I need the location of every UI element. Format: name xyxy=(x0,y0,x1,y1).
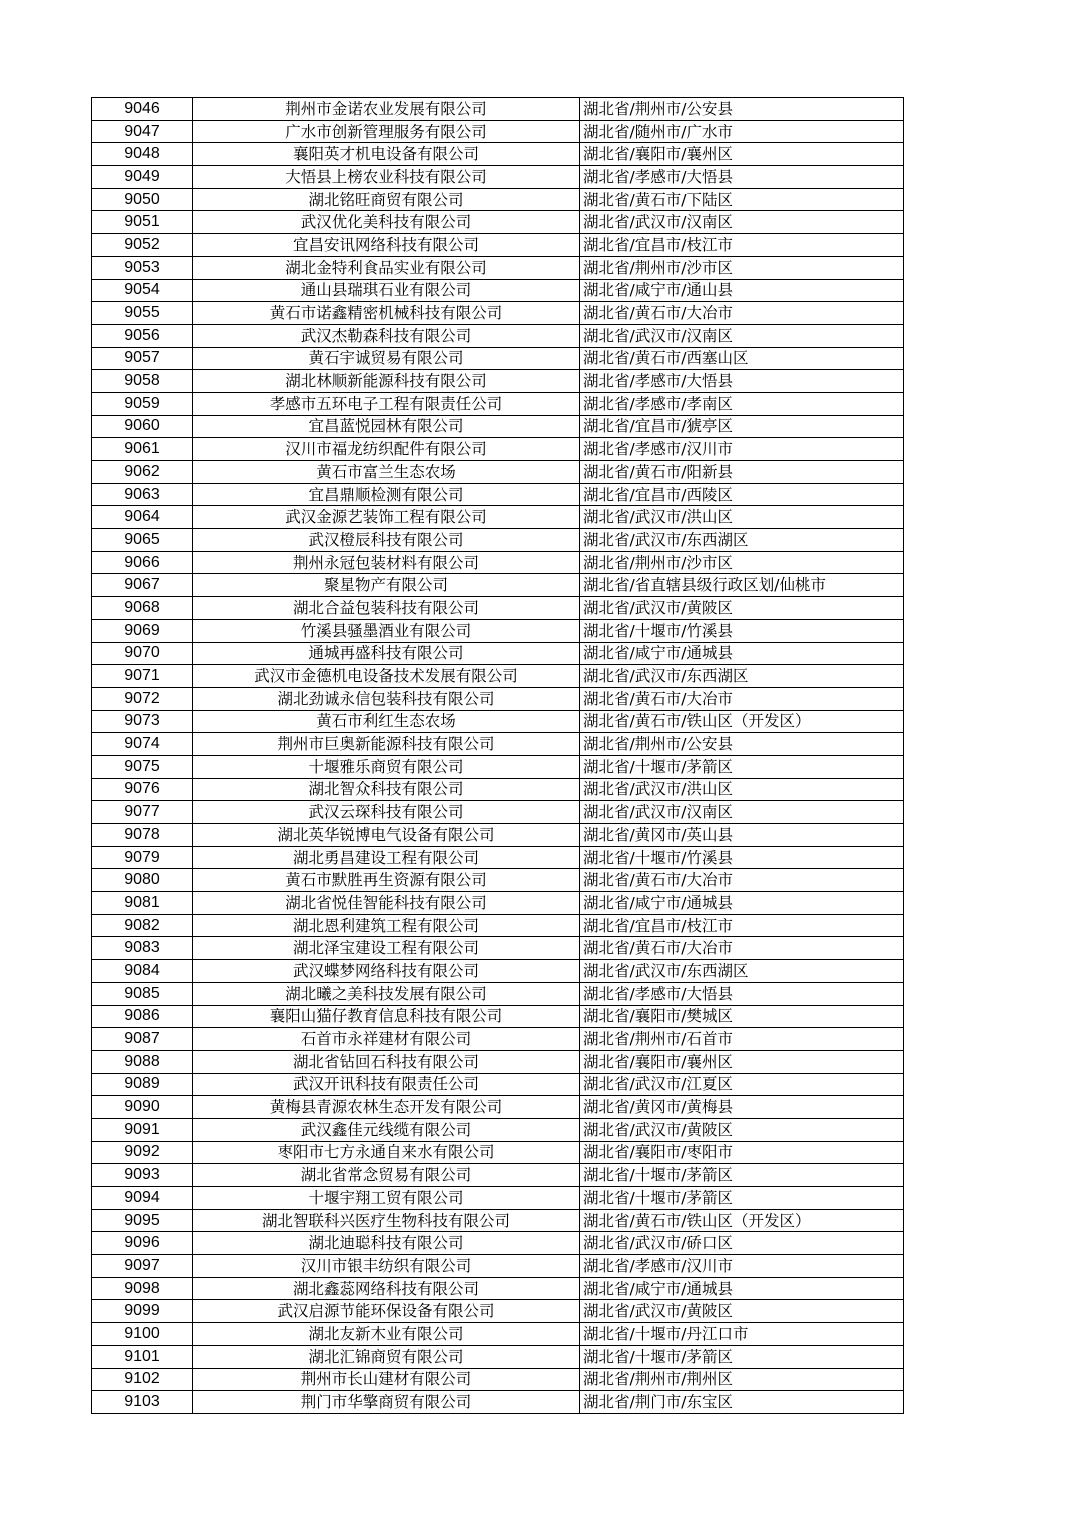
row-number: 9061 xyxy=(92,438,193,461)
region-path: 湖北省/宜昌市/西陵区 xyxy=(580,483,904,506)
table-row xyxy=(92,892,904,915)
company-name: 湖北智众科技有限公司 xyxy=(193,778,580,801)
region-path: 湖北省/荆州市/公安县 xyxy=(580,733,904,756)
company-table-body xyxy=(92,98,904,1414)
row-number: 9075 xyxy=(92,755,193,778)
row-number: 9049 xyxy=(92,166,193,189)
region-path: 湖北省/十堰市/竹溪县 xyxy=(580,619,904,642)
region-path: 湖北省/咸宁市/通城县 xyxy=(580,642,904,665)
company-name: 湖北恩利建筑工程有限公司 xyxy=(193,914,580,937)
company-name: 武汉杰勒森科技有限公司 xyxy=(193,324,580,347)
row-number: 9090 xyxy=(92,1096,193,1119)
table-row xyxy=(92,483,904,506)
row-number: 9063 xyxy=(92,483,193,506)
table-row xyxy=(92,1300,904,1323)
region-path: 湖北省/黄石市/大冶市 xyxy=(580,302,904,325)
table-row xyxy=(92,597,904,620)
row-number: 9066 xyxy=(92,551,193,574)
table-row xyxy=(92,529,904,552)
region-path: 湖北省/武汉市/黄陂区 xyxy=(580,1300,904,1323)
row-number: 9068 xyxy=(92,597,193,620)
table-row xyxy=(92,1096,904,1119)
row-number: 9052 xyxy=(92,234,193,257)
region-path: 湖北省/荆州市/沙市区 xyxy=(580,551,904,574)
region-path: 湖北省/武汉市/汉南区 xyxy=(580,324,904,347)
table-row xyxy=(92,914,904,937)
region-path: 湖北省/宜昌市/猇亭区 xyxy=(580,415,904,438)
region-path: 湖北省/十堰市/茅箭区 xyxy=(580,755,904,778)
row-number: 9085 xyxy=(92,982,193,1005)
row-number: 9100 xyxy=(92,1323,193,1346)
region-path: 湖北省/十堰市/茅箭区 xyxy=(580,1345,904,1368)
region-path: 湖北省/黄石市/大冶市 xyxy=(580,869,904,892)
row-number: 9047 xyxy=(92,120,193,143)
region-path: 湖北省/武汉市/东西湖区 xyxy=(580,665,904,688)
row-number: 9103 xyxy=(92,1391,193,1414)
table-row xyxy=(92,461,904,484)
row-number: 9094 xyxy=(92,1187,193,1210)
region-path: 湖北省/咸宁市/通城县 xyxy=(580,1277,904,1300)
table-row xyxy=(92,1277,904,1300)
row-number: 9079 xyxy=(92,846,193,869)
table-row xyxy=(92,1050,904,1073)
company-name: 十堰雅乐商贸有限公司 xyxy=(193,755,580,778)
company-name: 湖北迪聪科技有限公司 xyxy=(193,1232,580,1255)
table-row xyxy=(92,438,904,461)
region-path: 湖北省/黄石市/下陆区 xyxy=(580,188,904,211)
company-name: 武汉橙辰科技有限公司 xyxy=(193,529,580,552)
region-path: 湖北省/省直辖县级行政区划/仙桃市 xyxy=(580,574,904,597)
table-row xyxy=(92,415,904,438)
company-name: 武汉启源节能环保设备有限公司 xyxy=(193,1300,580,1323)
region-path: 湖北省/黄石市/大冶市 xyxy=(580,937,904,960)
row-number: 9054 xyxy=(92,279,193,302)
table-row xyxy=(92,801,904,824)
row-number: 9102 xyxy=(92,1368,193,1391)
company-name: 武汉优化美科技有限公司 xyxy=(193,211,580,234)
company-name: 荆州市巨奥新能源科技有限公司 xyxy=(193,733,580,756)
row-number: 9067 xyxy=(92,574,193,597)
table-row xyxy=(92,120,904,143)
company-name: 湖北泽宝建设工程有限公司 xyxy=(193,937,580,960)
company-name: 通山县瑞琪石业有限公司 xyxy=(193,279,580,302)
table-row xyxy=(92,1187,904,1210)
row-number: 9097 xyxy=(92,1255,193,1278)
region-path: 湖北省/宜昌市/枝江市 xyxy=(580,234,904,257)
table-row xyxy=(92,1368,904,1391)
company-name: 荆州市长山建材有限公司 xyxy=(193,1368,580,1391)
table-row xyxy=(92,506,904,529)
company-name: 广水市创新管理服务有限公司 xyxy=(193,120,580,143)
region-path: 湖北省/武汉市/黄陂区 xyxy=(580,597,904,620)
table-row xyxy=(92,1209,904,1232)
company-name: 黄石市利红生态农场 xyxy=(193,710,580,733)
company-name: 湖北省常念贸易有限公司 xyxy=(193,1164,580,1187)
company-name: 湖北铭旺商贸有限公司 xyxy=(193,188,580,211)
row-number: 9083 xyxy=(92,937,193,960)
company-name: 湖北智联科兴医疗生物科技有限公司 xyxy=(193,1209,580,1232)
row-number: 9064 xyxy=(92,506,193,529)
region-path: 湖北省/武汉市/洪山区 xyxy=(580,778,904,801)
company-name: 武汉市金德机电设备技术发展有限公司 xyxy=(193,665,580,688)
row-number: 9082 xyxy=(92,914,193,937)
region-path: 湖北省/随州市/广水市 xyxy=(580,120,904,143)
company-name: 十堰宇翔工贸有限公司 xyxy=(193,1187,580,1210)
company-name: 武汉云琛科技有限公司 xyxy=(193,801,580,824)
table-row xyxy=(92,370,904,393)
row-number: 9086 xyxy=(92,1005,193,1028)
company-name: 湖北省钻回石科技有限公司 xyxy=(193,1050,580,1073)
company-name: 武汉蝶梦网络科技有限公司 xyxy=(193,960,580,983)
company-name: 荆州市金诺农业发展有限公司 xyxy=(193,98,580,121)
table-row xyxy=(92,1005,904,1028)
region-path: 湖北省/十堰市/茅箭区 xyxy=(580,1164,904,1187)
table-row xyxy=(92,574,904,597)
row-number: 9078 xyxy=(92,824,193,847)
region-path: 湖北省/孝感市/汉川市 xyxy=(580,1255,904,1278)
company-name: 竹溪县骚墨酒业有限公司 xyxy=(193,619,580,642)
row-number: 9093 xyxy=(92,1164,193,1187)
table-row xyxy=(92,256,904,279)
region-path: 湖北省/荆州市/荆州区 xyxy=(580,1368,904,1391)
row-number: 9099 xyxy=(92,1300,193,1323)
row-number: 9084 xyxy=(92,960,193,983)
row-number: 9070 xyxy=(92,642,193,665)
row-number: 9050 xyxy=(92,188,193,211)
row-number: 9081 xyxy=(92,892,193,915)
region-path: 湖北省/黄冈市/英山县 xyxy=(580,824,904,847)
region-path: 湖北省/武汉市/洪山区 xyxy=(580,506,904,529)
company-name: 聚星物产有限公司 xyxy=(193,574,580,597)
company-name: 大悟县上榜农业科技有限公司 xyxy=(193,166,580,189)
table-row xyxy=(92,960,904,983)
table-row xyxy=(92,1164,904,1187)
region-path: 湖北省/咸宁市/通城县 xyxy=(580,892,904,915)
table-row xyxy=(92,824,904,847)
row-number: 9048 xyxy=(92,143,193,166)
table-row xyxy=(92,1118,904,1141)
company-name: 黄梅县青源农林生态开发有限公司 xyxy=(193,1096,580,1119)
region-path: 湖北省/荆州市/沙市区 xyxy=(580,256,904,279)
row-number: 9101 xyxy=(92,1345,193,1368)
company-name: 宜昌鼎顺检测有限公司 xyxy=(193,483,580,506)
company-name: 汉川市银丰纺织有限公司 xyxy=(193,1255,580,1278)
table-row xyxy=(92,710,904,733)
row-number: 9095 xyxy=(92,1209,193,1232)
company-name: 湖北省悦佳智能科技有限公司 xyxy=(193,892,580,915)
company-name: 武汉金源艺装饰工程有限公司 xyxy=(193,506,580,529)
region-path: 湖北省/孝感市/汉川市 xyxy=(580,438,904,461)
row-number: 9071 xyxy=(92,665,193,688)
row-number: 9065 xyxy=(92,529,193,552)
row-number: 9096 xyxy=(92,1232,193,1255)
company-name: 武汉开讯科技有限责任公司 xyxy=(193,1073,580,1096)
company-name: 黄石市富兰生态农场 xyxy=(193,461,580,484)
row-number: 9058 xyxy=(92,370,193,393)
row-number: 9087 xyxy=(92,1028,193,1051)
row-number: 9088 xyxy=(92,1050,193,1073)
table-row xyxy=(92,1232,904,1255)
table-row xyxy=(92,778,904,801)
region-path: 湖北省/十堰市/竹溪县 xyxy=(580,846,904,869)
row-number: 9080 xyxy=(92,869,193,892)
company-name: 荆州永冠包装材料有限公司 xyxy=(193,551,580,574)
table-row xyxy=(92,98,904,121)
company-name: 石首市永祥建材有限公司 xyxy=(193,1028,580,1051)
region-path: 湖北省/黄石市/阳新县 xyxy=(580,461,904,484)
region-path: 湖北省/孝感市/大悟县 xyxy=(580,370,904,393)
table-row xyxy=(92,324,904,347)
region-path: 湖北省/武汉市/东西湖区 xyxy=(580,529,904,552)
region-path: 湖北省/黄石市/西塞山区 xyxy=(580,347,904,370)
company-name: 湖北林顺新能源科技有限公司 xyxy=(193,370,580,393)
company-name: 湖北友新木业有限公司 xyxy=(193,1323,580,1346)
table-row xyxy=(92,302,904,325)
company-name: 湖北英华锐博电气设备有限公司 xyxy=(193,824,580,847)
region-path: 湖北省/黄石市/铁山区（开发区） xyxy=(580,1209,904,1232)
row-number: 9077 xyxy=(92,801,193,824)
table-row xyxy=(92,347,904,370)
table-row xyxy=(92,551,904,574)
row-number: 9072 xyxy=(92,687,193,710)
region-path: 湖北省/宜昌市/枝江市 xyxy=(580,914,904,937)
table-row xyxy=(92,755,904,778)
region-path: 湖北省/武汉市/东西湖区 xyxy=(580,960,904,983)
table-row xyxy=(92,234,904,257)
company-name: 黄石宇诚贸易有限公司 xyxy=(193,347,580,370)
table-row xyxy=(92,1073,904,1096)
region-path: 湖北省/襄阳市/襄州区 xyxy=(580,143,904,166)
region-path: 湖北省/襄阳市/襄州区 xyxy=(580,1050,904,1073)
company-name: 宜昌蓝悦园林有限公司 xyxy=(193,415,580,438)
company-name: 黄石市诺鑫精密机械科技有限公司 xyxy=(193,302,580,325)
company-name: 黄石市默胜再生资源有限公司 xyxy=(193,869,580,892)
table-row xyxy=(92,143,904,166)
region-path: 湖北省/孝感市/大悟县 xyxy=(580,982,904,1005)
region-path: 湖北省/武汉市/硚口区 xyxy=(580,1232,904,1255)
company-name: 孝感市五环电子工程有限责任公司 xyxy=(193,392,580,415)
row-number: 9091 xyxy=(92,1118,193,1141)
region-path: 湖北省/武汉市/黄陂区 xyxy=(580,1118,904,1141)
region-path: 湖北省/咸宁市/通山县 xyxy=(580,279,904,302)
region-path: 湖北省/黄冈市/黄梅县 xyxy=(580,1096,904,1119)
region-path: 湖北省/黄石市/铁山区（开发区） xyxy=(580,710,904,733)
region-path: 湖北省/荆州市/石首市 xyxy=(580,1028,904,1051)
table-row xyxy=(92,211,904,234)
company-name: 湖北鑫蕊网络科技有限公司 xyxy=(193,1277,580,1300)
region-path: 湖北省/荆门市/东宝区 xyxy=(580,1391,904,1414)
table-row xyxy=(92,937,904,960)
company-name: 武汉鑫佳元线缆有限公司 xyxy=(193,1118,580,1141)
table-row xyxy=(92,188,904,211)
row-number: 9057 xyxy=(92,347,193,370)
region-path: 湖北省/十堰市/丹江口市 xyxy=(580,1323,904,1346)
table-row xyxy=(92,619,904,642)
row-number: 9053 xyxy=(92,256,193,279)
row-number: 9074 xyxy=(92,733,193,756)
company-name: 湖北金特利食品实业有限公司 xyxy=(193,256,580,279)
region-path: 湖北省/武汉市/汉南区 xyxy=(580,211,904,234)
region-path: 湖北省/孝感市/大悟县 xyxy=(580,166,904,189)
row-number: 9069 xyxy=(92,619,193,642)
company-name: 宜昌安讯网络科技有限公司 xyxy=(193,234,580,257)
table-row xyxy=(92,687,904,710)
company-name: 汉川市福龙纺织配件有限公司 xyxy=(193,438,580,461)
region-path: 湖北省/襄阳市/樊城区 xyxy=(580,1005,904,1028)
row-number: 9076 xyxy=(92,778,193,801)
table-row xyxy=(92,1323,904,1346)
region-path: 湖北省/武汉市/江夏区 xyxy=(580,1073,904,1096)
company-name: 荆门市华擎商贸有限公司 xyxy=(193,1391,580,1414)
row-number: 9051 xyxy=(92,211,193,234)
company-name: 湖北合益包装科技有限公司 xyxy=(193,597,580,620)
company-name: 湖北汇锦商贸有限公司 xyxy=(193,1345,580,1368)
row-number: 9056 xyxy=(92,324,193,347)
row-number: 9062 xyxy=(92,461,193,484)
table-row xyxy=(92,1028,904,1051)
region-path: 湖北省/襄阳市/枣阳市 xyxy=(580,1141,904,1164)
company-table xyxy=(91,97,904,1414)
row-number: 9098 xyxy=(92,1277,193,1300)
region-path: 湖北省/孝感市/孝南区 xyxy=(580,392,904,415)
row-number: 9092 xyxy=(92,1141,193,1164)
row-number: 9046 xyxy=(92,98,193,121)
table-row xyxy=(92,665,904,688)
row-number: 9089 xyxy=(92,1073,193,1096)
company-name: 湖北劲诚永信包装科技有限公司 xyxy=(193,687,580,710)
company-name: 枣阳市七方永通自来水有限公司 xyxy=(193,1141,580,1164)
table-row xyxy=(92,733,904,756)
table-row xyxy=(92,869,904,892)
table-row xyxy=(92,1255,904,1278)
company-name: 湖北勇昌建设工程有限公司 xyxy=(193,846,580,869)
table-row xyxy=(92,1391,904,1414)
company-name: 湖北曦之美科技发展有限公司 xyxy=(193,982,580,1005)
table-row xyxy=(92,1141,904,1164)
region-path: 湖北省/武汉市/汉南区 xyxy=(580,801,904,824)
table-row xyxy=(92,846,904,869)
region-path: 湖北省/十堰市/茅箭区 xyxy=(580,1187,904,1210)
table-row xyxy=(92,166,904,189)
row-number: 9073 xyxy=(92,710,193,733)
region-path: 湖北省/黄石市/大冶市 xyxy=(580,687,904,710)
company-name: 襄阳英才机电设备有限公司 xyxy=(193,143,580,166)
company-name: 襄阳山猫仔教育信息科技有限公司 xyxy=(193,1005,580,1028)
table-row xyxy=(92,1345,904,1368)
region-path: 湖北省/荆州市/公安县 xyxy=(580,98,904,121)
row-number: 9060 xyxy=(92,415,193,438)
row-number: 9055 xyxy=(92,302,193,325)
company-name: 通城再盛科技有限公司 xyxy=(193,642,580,665)
table-row xyxy=(92,642,904,665)
table-row xyxy=(92,982,904,1005)
row-number: 9059 xyxy=(92,392,193,415)
table-row xyxy=(92,279,904,302)
table-row xyxy=(92,392,904,415)
